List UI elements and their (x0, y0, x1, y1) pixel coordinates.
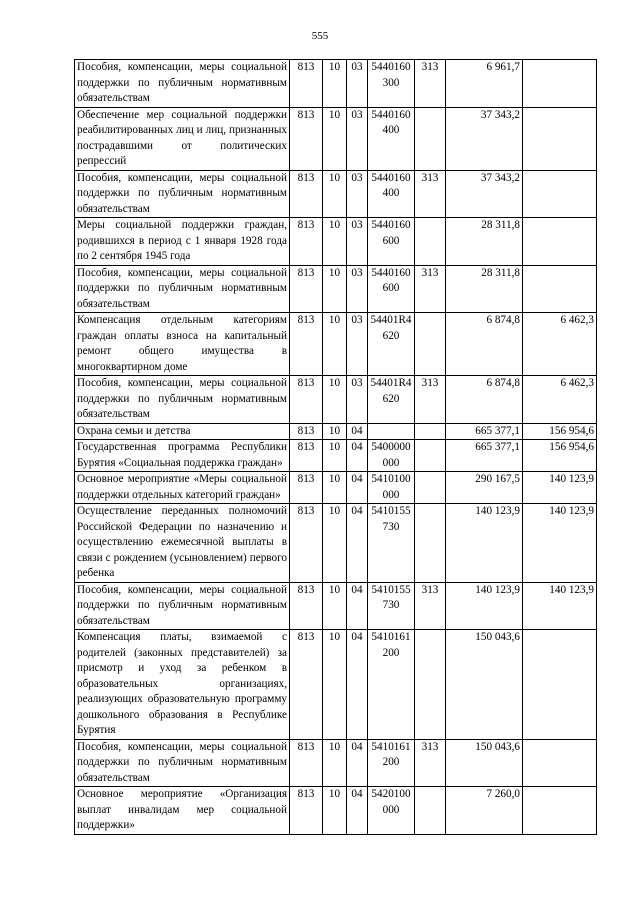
table-row (75, 739, 597, 787)
row-grbs-code: 813 (290, 787, 323, 835)
row-target-article-code: 5440160600 (368, 265, 415, 313)
row-name: Основное мероприятие «Меры социальной поддержки отдельных категорий граждан» (75, 472, 290, 504)
row-target-article-code: 54401R4620 (368, 376, 415, 424)
row-grbs-code: 813 (290, 265, 323, 313)
row-amount-total: 665 377,1 (446, 423, 523, 440)
row-section-code: 10 (323, 787, 347, 835)
row-amount-federal: 140 123,9 (523, 582, 597, 630)
row-target-article-code: 54401R4620 (368, 313, 415, 376)
row-section-code: 10 (323, 218, 347, 266)
row-target-article-code: 5420100000 (368, 787, 415, 835)
row-grbs-code: 813 (290, 60, 323, 108)
row-name: Основное мероприятие «Организация выплат инвалидам мер социальной поддержки» (75, 787, 290, 835)
row-amount-total: 140 123,9 (446, 504, 523, 583)
row-expense-type-code (415, 787, 446, 835)
row-grbs-code: 813 (290, 739, 323, 787)
row-amount-total: 6 961,7 (446, 60, 523, 108)
table-row (75, 265, 597, 313)
row-amount-total: 7 260,0 (446, 787, 523, 835)
table-row (75, 60, 597, 108)
row-expense-type-code (415, 630, 446, 740)
row-expense-type-code (415, 423, 446, 440)
row-name: Государственная программа Республики Бурятия «Социальная поддержка граждан» (75, 440, 290, 472)
row-amount-federal: 156 954,6 (523, 423, 597, 440)
row-name: Компенсация отдельным категориям граждан оплаты взноса на капитальный ремонт общего имущества в многоквартирном доме (75, 313, 290, 376)
row-grbs-code: 813 (290, 630, 323, 740)
row-amount-total: 290 167,5 (446, 472, 523, 504)
row-amount-federal: 6 462,3 (523, 313, 597, 376)
row-section-code: 10 (323, 423, 347, 440)
table-row (75, 630, 597, 740)
row-expense-type-code (415, 313, 446, 376)
row-subsection-code: 03 (347, 170, 368, 218)
row-section-code: 10 (323, 739, 347, 787)
row-amount-federal (523, 787, 597, 835)
table-row (75, 107, 597, 170)
row-name: Осуществление переданных полномочий Российской Федерации по назначению и осуществлению ежемесячной выплаты в связи с рождением (усыновлением) первого ребенка (75, 504, 290, 583)
row-amount-total: 28 311,8 (446, 218, 523, 266)
table-body (75, 60, 597, 835)
row-amount-federal: 140 123,9 (523, 504, 597, 583)
row-subsection-code: 03 (347, 107, 368, 170)
row-amount-federal (523, 60, 597, 108)
row-expense-type-code: 313 (415, 376, 446, 424)
row-grbs-code: 813 (290, 170, 323, 218)
row-expense-type-code: 313 (415, 170, 446, 218)
row-target-article-code: 5440160400 (368, 170, 415, 218)
table-row (75, 582, 597, 630)
row-target-article-code (368, 423, 415, 440)
row-expense-type-code (415, 107, 446, 170)
row-name: Обеспечение мер социальной поддержки реабилитированных лиц и лиц, признанных пострадавшими от политических репрессий (75, 107, 290, 170)
row-subsection-code: 04 (347, 472, 368, 504)
row-section-code: 10 (323, 265, 347, 313)
row-subsection-code: 04 (347, 787, 368, 835)
row-name: Компенсация платы, взимаемой с родителей (законных представителей) за присмотр и уход за ребенком в образовательных организациях, реализующих образовательную программу дошкольного образования в Республике Бурятия (75, 630, 290, 740)
row-grbs-code: 813 (290, 218, 323, 266)
row-grbs-code: 813 (290, 504, 323, 583)
row-grbs-code: 813 (290, 423, 323, 440)
row-section-code: 10 (323, 170, 347, 218)
row-subsection-code: 04 (347, 582, 368, 630)
table-row (75, 313, 597, 376)
row-amount-total: 28 311,8 (446, 265, 523, 313)
table-row (75, 787, 597, 835)
row-target-article-code: 5410155730 (368, 504, 415, 583)
row-expense-type-code (415, 504, 446, 583)
row-section-code: 10 (323, 472, 347, 504)
row-name: Пособия, компенсации, меры социальной поддержки по публичным нормативным обязательствам (75, 60, 290, 108)
table-row (75, 504, 597, 583)
row-subsection-code: 03 (347, 376, 368, 424)
row-target-article-code: 5400000000 (368, 440, 415, 472)
table-row (75, 170, 597, 218)
row-amount-total: 37 343,2 (446, 170, 523, 218)
row-expense-type-code: 313 (415, 739, 446, 787)
row-target-article-code: 5440160400 (368, 107, 415, 170)
row-expense-type-code (415, 472, 446, 504)
table-row (75, 440, 597, 472)
row-target-article-code: 5410161200 (368, 739, 415, 787)
row-expense-type-code: 313 (415, 265, 446, 313)
row-section-code: 10 (323, 582, 347, 630)
row-name: Охрана семьи и детства (75, 423, 290, 440)
row-amount-total: 140 123,9 (446, 582, 523, 630)
table-row (75, 423, 597, 440)
row-expense-type-code (415, 218, 446, 266)
row-amount-total: 665 377,1 (446, 440, 523, 472)
row-amount-federal (523, 630, 597, 740)
row-grbs-code: 813 (290, 440, 323, 472)
row-name: Пособия, компенсации, меры социальной поддержки по публичным нормативным обязательствам (75, 739, 290, 787)
row-amount-federal (523, 218, 597, 266)
row-subsection-code: 03 (347, 218, 368, 266)
row-subsection-code: 04 (347, 630, 368, 740)
row-subsection-code: 03 (347, 265, 368, 313)
row-target-article-code: 5410161200 (368, 630, 415, 740)
row-subsection-code: 04 (347, 739, 368, 787)
row-section-code: 10 (323, 440, 347, 472)
row-grbs-code: 813 (290, 313, 323, 376)
row-target-article-code: 5410100000 (368, 472, 415, 504)
row-subsection-code: 04 (347, 504, 368, 583)
row-amount-total: 150 043,6 (446, 739, 523, 787)
row-section-code: 10 (323, 504, 347, 583)
row-name: Меры социальной поддержки граждан, родившихся в период с 1 января 1928 года по 2 сентября 1945 года (75, 218, 290, 266)
row-section-code: 10 (323, 376, 347, 424)
row-grbs-code: 813 (290, 582, 323, 630)
row-subsection-code: 03 (347, 313, 368, 376)
row-section-code: 10 (323, 107, 347, 170)
row-expense-type-code (415, 440, 446, 472)
row-target-article-code: 5440160300 (368, 60, 415, 108)
row-amount-federal (523, 170, 597, 218)
budget-table (74, 59, 597, 835)
table-row (75, 376, 597, 424)
row-name: Пособия, компенсации, меры социальной поддержки по публичным нормативным обязательствам (75, 376, 290, 424)
row-subsection-code: 04 (347, 440, 368, 472)
row-amount-total: 6 874,8 (446, 313, 523, 376)
row-amount-federal (523, 739, 597, 787)
row-name: Пособия, компенсации, меры социальной поддержки по публичным нормативным обязательствам (75, 265, 290, 313)
row-subsection-code: 03 (347, 60, 368, 108)
row-grbs-code: 813 (290, 472, 323, 504)
row-amount-total: 6 874,8 (446, 376, 523, 424)
row-amount-federal (523, 265, 597, 313)
table-row (75, 472, 597, 504)
row-expense-type-code: 313 (415, 582, 446, 630)
row-section-code: 10 (323, 313, 347, 376)
row-grbs-code: 813 (290, 107, 323, 170)
table-row (75, 218, 597, 266)
row-expense-type-code: 313 (415, 60, 446, 108)
row-target-article-code: 5410155730 (368, 582, 415, 630)
row-amount-total: 150 043,6 (446, 630, 523, 740)
row-name: Пособия, компенсации, меры социальной поддержки по публичным нормативным обязательствам (75, 170, 290, 218)
row-amount-federal: 140 123,9 (523, 472, 597, 504)
row-target-article-code: 5440160600 (368, 218, 415, 266)
row-grbs-code: 813 (290, 376, 323, 424)
row-amount-federal (523, 107, 597, 170)
row-amount-total: 37 343,2 (446, 107, 523, 170)
page-number: 555 (311, 30, 329, 42)
row-amount-federal: 6 462,3 (523, 376, 597, 424)
row-subsection-code: 04 (347, 423, 368, 440)
row-name: Пособия, компенсации, меры социальной поддержки по публичным нормативным обязательствам (75, 582, 290, 630)
row-section-code: 10 (323, 60, 347, 108)
row-section-code: 10 (323, 630, 347, 740)
row-amount-federal: 156 954,6 (523, 440, 597, 472)
